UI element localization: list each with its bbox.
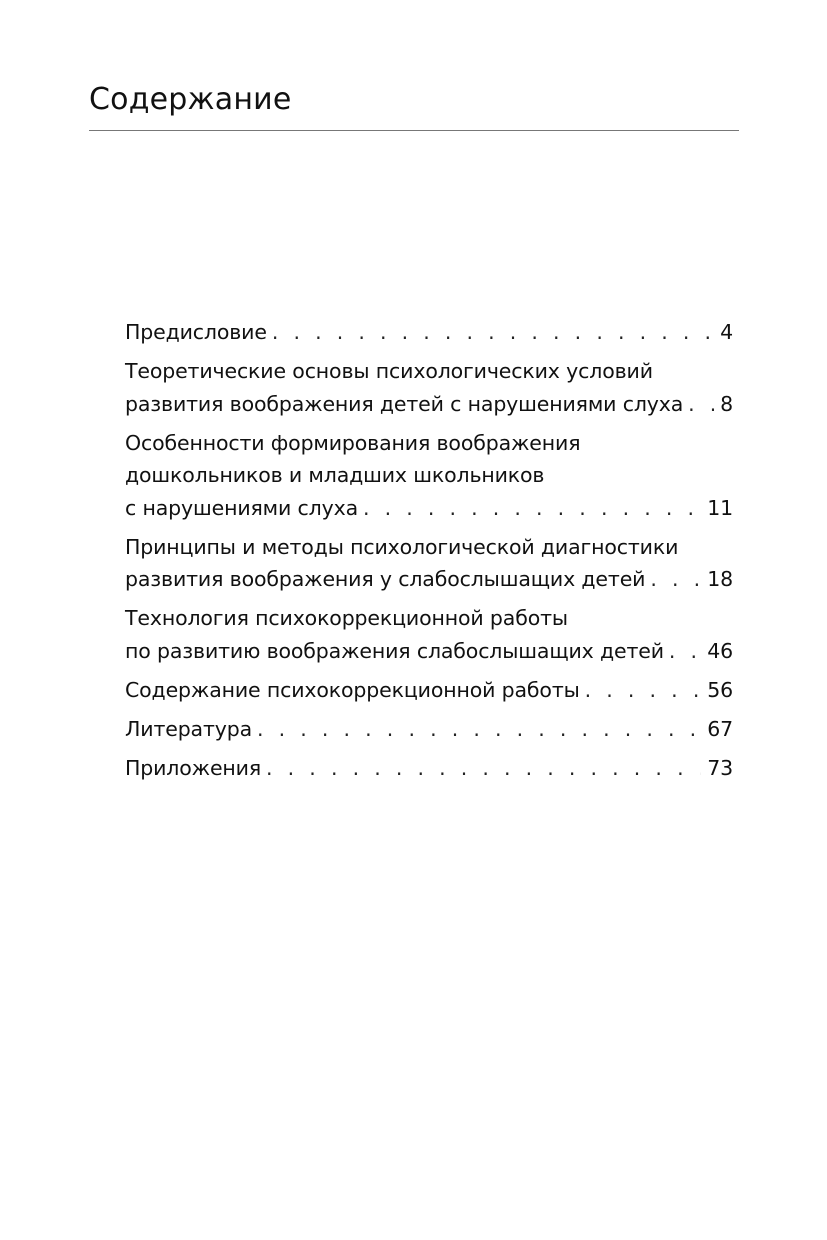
toc-page-number: 8: [720, 391, 733, 416]
toc-entry-title: развития воображения детей с нарушениями слуха: [125, 391, 684, 416]
toc-page-number: 46: [707, 638, 733, 663]
dot-leader: [585, 674, 702, 707]
toc-entry-title-line: Особенности формирования воображения: [125, 430, 581, 455]
toc-entry-line: [125, 388, 733, 421]
dot-leader: [688, 388, 714, 421]
toc-page-number: 11: [707, 495, 733, 520]
toc-entry-preface[interactable]: [125, 316, 733, 349]
dot-leader: [669, 635, 701, 668]
toc-page-number: 18: [707, 567, 733, 591]
toc-entry-content[interactable]: [125, 674, 733, 707]
toc-entry-title: Литература: [125, 716, 253, 741]
toc-page-number: 56: [707, 677, 733, 702]
page-title: Содержание: [89, 82, 292, 117]
toc-entry-diagnostics[interactable]: [125, 531, 733, 596]
toc-entry-line: [125, 674, 733, 707]
title-divider: [89, 130, 739, 131]
dot-leader: [257, 713, 701, 746]
toc-entry-theory[interactable]: [125, 355, 733, 420]
toc-entry-line: [125, 635, 733, 668]
toc-entry-literature[interactable]: [125, 713, 733, 746]
dot-leader: [272, 316, 714, 349]
toc-entry-title-line: дошкольников и младших школьников: [125, 463, 545, 487]
toc-entry-title: Приложения: [125, 755, 262, 780]
toc-entry-title: Предисловие: [125, 320, 267, 344]
toc-entry-title-line: Теоретические основы психологических условий: [125, 359, 653, 383]
toc-entry-title: Содержание психокоррекционной работы: [125, 677, 580, 702]
toc-entry-line: [125, 316, 733, 349]
toc-page-number: 4: [720, 320, 733, 344]
toc-entry-line: [125, 492, 733, 525]
toc-entry-title-line: Технология психокоррекционной работы: [125, 606, 568, 630]
table-of-contents: [125, 316, 733, 791]
toc-entry-line: [125, 713, 733, 746]
toc-page-number: 67: [707, 716, 733, 741]
toc-entry-title: с нарушениями слуха: [125, 495, 358, 520]
toc-entry-title: развития воображения у слабослышащих детей: [125, 567, 646, 591]
toc-entry-line: [125, 752, 733, 785]
dot-leader: [266, 752, 701, 785]
toc-entry-appendices[interactable]: [125, 752, 733, 785]
toc-entry-title: по развитию воображения слабослышащих детей: [125, 638, 664, 663]
toc-entry-features[interactable]: [125, 427, 733, 525]
toc-entry-technology[interactable]: [125, 602, 733, 667]
toc-entry-line: [125, 563, 733, 596]
toc-entry-title-line: Принципы и методы психологической диагностики: [125, 534, 679, 559]
toc-page-number: 73: [707, 755, 733, 780]
dot-leader: [650, 563, 701, 596]
dot-leader: [363, 492, 701, 525]
